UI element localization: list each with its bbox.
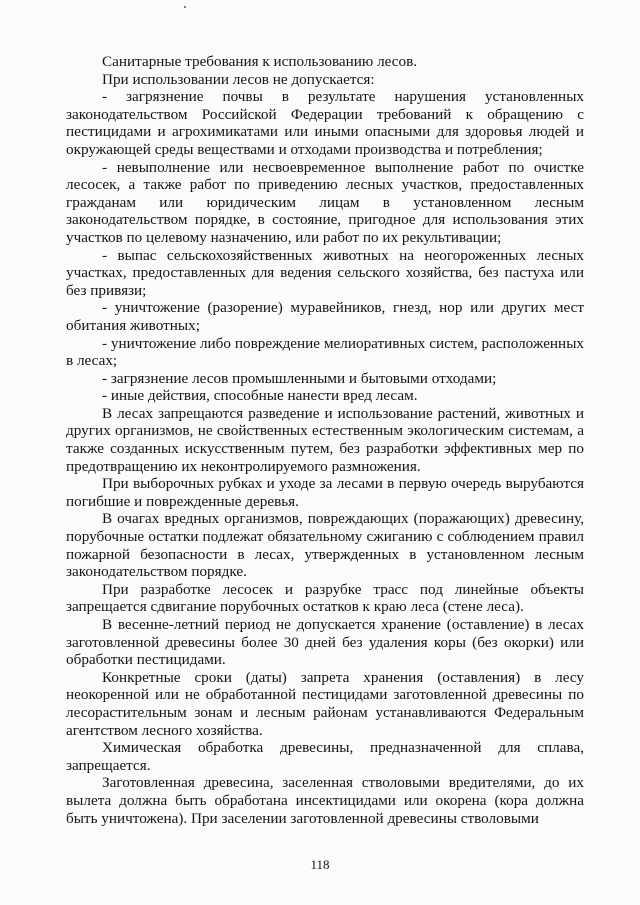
- list-item: - иные действия, способные нанести вред лесам.: [102, 387, 418, 405]
- list-item: - выпас сельскохозяйственных животных на неогороженных лесных участках, предоставленных для ведения сельского хозяйства, без пастуха или без привязи;: [66, 246, 584, 299]
- paragraph: В очагах вредных организмов, повреждающих (поражающих) древесину, порубочные остатки подлежат обязательному сжиганию с соблюдением правил пожарной безопасности в лесах, утвержденных в установленном лесным законодательством порядке.: [66, 510, 584, 581]
- paragraph: Заготовленная древесина, заселенная стволовыми вредителями, до их вылета должна быть обработана инсектицидами или окорена (кора должна быть уничтожена). При заселении заготовленной древесины стволовыми: [66, 774, 584, 827]
- paragraph: Конкретные сроки (даты) запрета хранения (оставления) в лесу неокоренной или не обработанной пестицидами заготовленной древесины по лесорастительным зонам и лесным районам устанавливаются Федеральным агентством лесного хозяйства.: [66, 668, 584, 739]
- paragraph: При использовании лесов не допускается:: [102, 70, 375, 88]
- list-item: - загрязнение лесов промышленными и бытовыми отходами;: [102, 369, 497, 387]
- list-item: - загрязнение почвы в результате нарушения установленных законодательством Российской Федерации требований к обращению с пестицидами и агрохимикатами или иными опасными для здоровья людей и окружающей среды веществами и отходами производства и потребления;: [66, 88, 584, 158]
- scan-speck: [184, 6, 186, 8]
- section-title: Санитарные требования к использованию лесов.: [102, 53, 418, 70]
- list-item: - невыполнение или несвоевременное выполнение работ по очистке лесосек, а также работ по приведению лесных участков, предоставленных гражданам или юридическим лицам в установленном лесным законодательством порядке, в состояние, пригодное для использования этих участков по целевому назначению, или работ по их рекультивации;: [66, 158, 584, 246]
- paragraph: В лесах запрещаются разведение и использование растений, животных и других организмов, не свойственных естественным экологическим системам, а также созданных искусственным путем, без разработки эффективных мер по предотвращению их неконтролируемого размножения.: [66, 404, 584, 475]
- document-body: [66, 53, 584, 827]
- paragraph: При разработке лесосек и разрубке трасс под линейные объекты запрещается сдвигание порубочных остатков к краю леса (стене леса).: [66, 580, 584, 616]
- list-item: - уничтожение (разорение) муравейников, гнезд, нор или других мест обитания животных;: [66, 299, 584, 334]
- paragraph: В весенне-летний период не допускается хранение (оставление) в лесах заготовленной древесины более 30 дней без удаления коры (без окорки) или обработки пестицидами.: [66, 616, 584, 669]
- paragraph: При выборочных рубках и уходе за лесами в первую очередь вырубаются погибшие и поврежденные деревья.: [66, 475, 584, 510]
- paragraph: Химическая обработка древесины, предназначенной для сплава, запрещается.: [66, 739, 584, 774]
- page-number: 118: [310, 857, 330, 872]
- list-item: - уничтожение либо повреждение мелиоративных систем, расположенных в лесах;: [66, 334, 584, 370]
